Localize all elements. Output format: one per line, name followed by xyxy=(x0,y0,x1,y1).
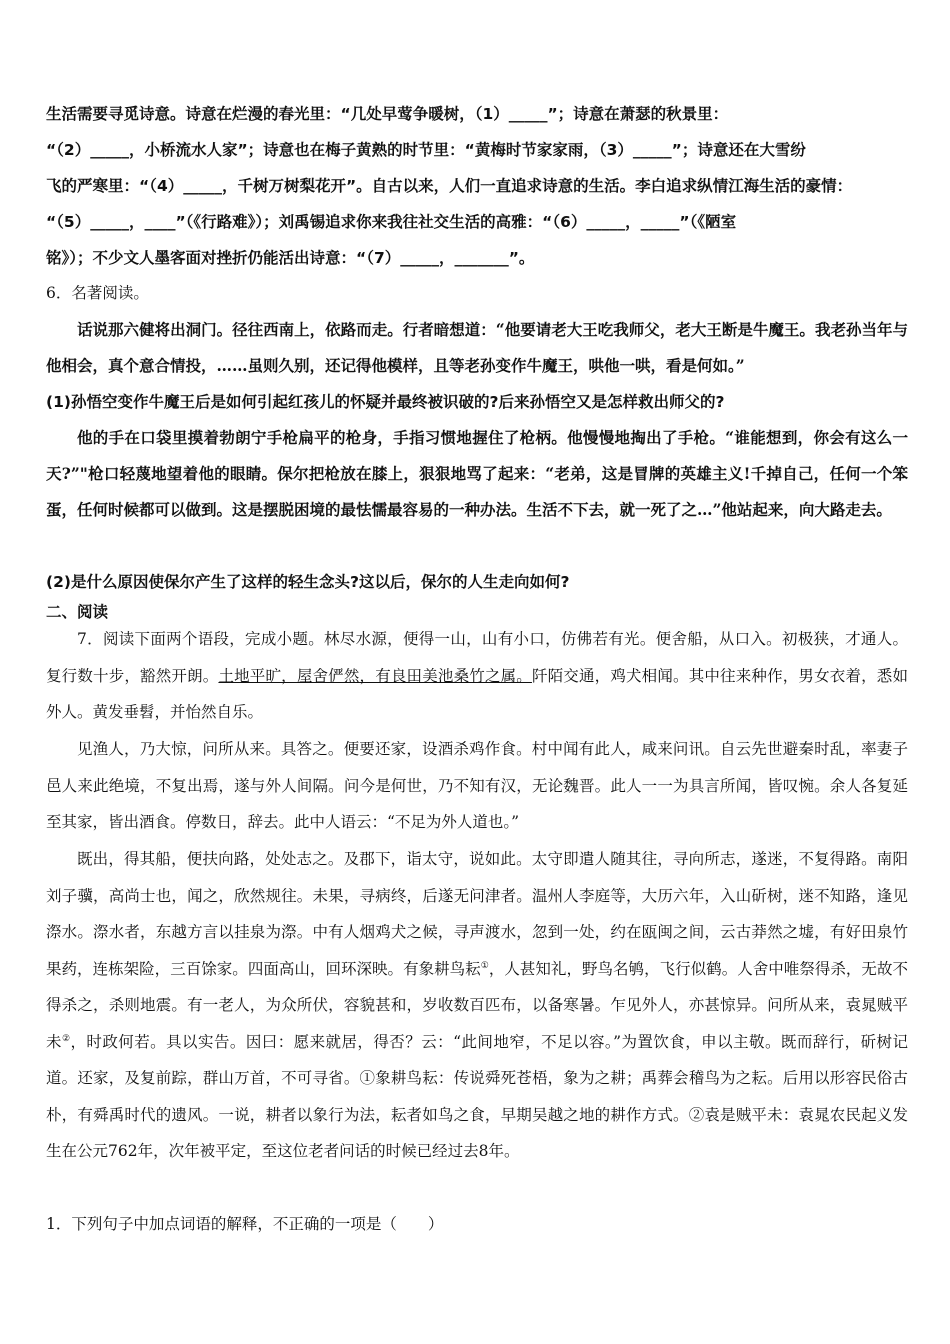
steel-tempered-excerpt: 他的手在口袋里摸着勃朗宁手枪扁平的枪身，手指习惯地握住了枪柄。他慢慢地掏出了手枪。“谁能想到，你会有这么一天?”"枪口轻蔑地望着他的眼睛。保尔把枪放在膝上，狠狠地骂了起来：“老弟，这是冒牌的英雄主义!千掉自己，任何一个笨蛋，任何时候都可以做到。这是摆脱困境的最怯懦最容易的一种办法。生活不下去，就一死了之…”他站起来，向大路走去。 xyxy=(46,428,908,519)
section-2-heading: 二、阅读 xyxy=(46,603,109,621)
question-6-heading: 6．名著阅读。 xyxy=(46,284,149,302)
fill-in-line: 生活需要寻觅诗意。诗意在烂漫的春光里：“几处早莺争暖树，（1）_____”；诗意在萧瑟的秋景里： xyxy=(46,105,729,123)
fill-in-line: “（2）_____，小桥流水人家”；诗意也在梅子黄熟的时节里：“黄梅时节家家雨，（3）_____”；诗意还在大雪纷 xyxy=(46,141,806,159)
question-6-part-2: (2)是什么原因使保尔产生了这样的轻生念头?这以后，保尔的人生走向如何? xyxy=(46,573,570,591)
fill-in-line: 飞的严寒里：“（4）_____，千树万树梨花开”。自古以来，人们一直追求诗意的生活。李白追求纵情江海生活的豪情： xyxy=(46,177,853,195)
footnote-marker-2: ② xyxy=(61,1033,71,1044)
poetry-fill-in-paragraph xyxy=(46,96,908,276)
paragraph-text: 阡陌交通，鸡犬相闻。其中往来种作，男女衣着，悉如外人。黄发垂髫，并怡然自乐。 xyxy=(46,666,908,721)
reading-paragraph-2: 见渔人，乃大惊，问所从来。具答之。便要还家，设酒杀鸡作食。村中闻有此人，咸来问讯。自云先世避秦时乱，率妻子邑人来此绝境，不复出焉，遂与外人间隔。问今是何世，乃不知有汉，无论魏晋。此人一一为具言所闻，皆叹惋。余人各复延至其家，皆出酒食。停数日，辞去。此中人语云：“不足为外人道也。” xyxy=(46,740,908,831)
question-6-part-1: (1)孙悟空变作牛魔王后是如何引起红孩儿的怀疑并最终被识破的?后来孙悟空又是怎样救出师父的? xyxy=(46,393,725,411)
paragraph-text: 既出，得其船，便扶向路，处处志之。及郡下，诣太守，说如此。太守即遣人随其往，寻向所志，遂迷，不复得路。南阳刘子骥，高尚士也，闻之，欣然规往。未果，寻病终，后遂无问津者。温州人李庭等，大历六年，入山斫树，迷不知路，逢见漈水。漈水者，东越方言以挂泉为漈。中有人烟鸡犬之候，寻声渡水，忽到一处，约在瓯闽之间，云古莽然之墟，有好田泉竹果药，连栋架险，三百馀家。四面高山，回环深映。有象耕鸟耘 xyxy=(46,850,908,978)
reading-paragraph-3 xyxy=(46,841,908,1170)
reading-paragraph-1 xyxy=(46,621,908,731)
underlined-sentence: 土地平旷，屋舍俨然，有良田美池桑竹之属。 xyxy=(218,666,532,685)
sub-question-1: 1．下列句子中加点词语的解释，不正确的一项是（ ） xyxy=(46,1215,444,1233)
fill-in-line: “（5）_____，____”（《行路难》）；刘禹锡追求你来我往社交生活的高雅：“（6）_____，_____”（《陋室 xyxy=(46,213,737,231)
fill-in-line: 铭》）；不少文人墨客面对挫折仍能活出诗意：“（7）_____，_______”。 xyxy=(46,249,535,267)
paragraph-text: 7．阅读下面两个语段，完成小题。林尽水源，便得一山，山有小口，仿佛若有光。便舍船，从口入。初极狭，才通人。复行数十步，豁然开朗。 xyxy=(46,630,908,685)
journey-west-excerpt: 话说那六健将出洞门。径往西南上，依路而走。行者暗想道：“他要请老大王吃我师父，老大王断是牛魔王。我老孙当年与他相会，真个意合情投，……虽则久别，还记得他模样，且等老孙变作牛魔王，哄他一哄，看是何如。” xyxy=(46,320,908,375)
footnote-marker-1: ① xyxy=(480,960,489,971)
paragraph-text: ，人甚知礼，野鸟名鸲，飞行似鹤。人舍中唯祭得杀，无故不得杀之，杀则地震。有一老人，为众所伏，容貌甚和，岁收数百匹布，以备寒暑。乍见外人，亦甚惊异。问所从来，袁晁贼平未 xyxy=(46,959,908,1051)
paragraph-text: ，时政何若。具以实告。因曰：愿来就居，得否？云：“此间地窄，不足以容。”为置饮食，申以主敬。既而辞行，斫树记道。还家，及复前踪，群山万首，不可寻省。①象耕鸟耘：传说舜死苍梧，象为之耕；禹葬会稽鸟为之耘。后用以形容民俗古朴，有舜禹时代的遗风。一说，耕者以象行为法，耘者如鸟之食，早期吴越之地的耕作方式。②袁是贼平未：袁晁农民起义发生在公元762年，次年被平定，至这位老者问话的时候已经过去8年。 xyxy=(46,1032,908,1160)
